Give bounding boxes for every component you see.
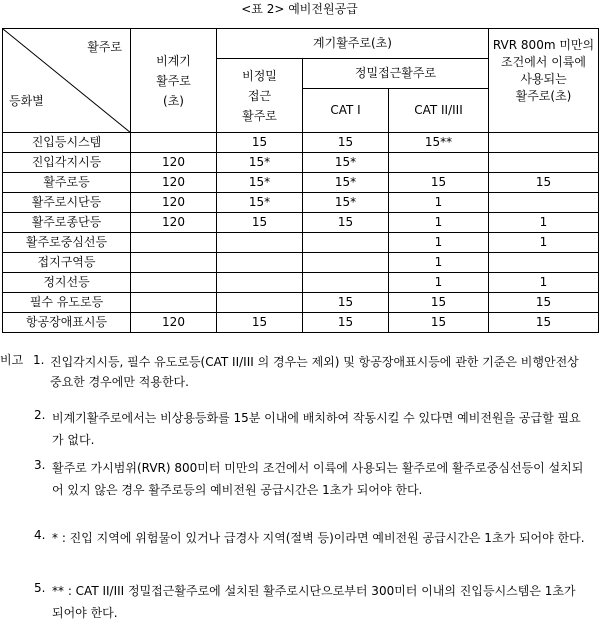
table-cell xyxy=(489,133,599,153)
table-row xyxy=(3,233,599,253)
table-cell xyxy=(217,273,303,293)
row-label: 필수 유도로등 xyxy=(3,293,131,313)
table-cell: 15 xyxy=(217,313,303,333)
table-cell xyxy=(131,253,217,273)
table-cell: 15 xyxy=(303,213,389,233)
table-cell: 1 xyxy=(489,213,599,233)
table-cell xyxy=(217,233,303,253)
table-cell: 120 xyxy=(131,173,217,193)
table-cell xyxy=(131,273,217,293)
table-cell xyxy=(489,193,599,213)
table-cell: 15* xyxy=(303,193,389,213)
table-cell: 15 xyxy=(303,313,389,333)
table-cell: 15 xyxy=(489,293,599,313)
header-cat1: CAT I xyxy=(303,89,389,133)
row-label: 활주로등 xyxy=(3,173,131,193)
table-cell xyxy=(217,253,303,273)
table-cell xyxy=(489,253,599,273)
note-number: 3. xyxy=(34,458,46,472)
header-cat23: CAT II/III xyxy=(389,89,489,133)
table-cell xyxy=(303,253,389,273)
header-instrument-runway: 계기활주로(초) xyxy=(217,29,489,59)
row-label: 진입등시스템 xyxy=(3,133,131,153)
row-label: 진입각지시등 xyxy=(3,153,131,173)
row-label: 활주로종단등 xyxy=(3,213,131,233)
header-nonprecision-runway: 비정밀 접근 활주로 xyxy=(217,59,303,133)
table-cell: 120 xyxy=(131,193,217,213)
note-number: 4. xyxy=(34,528,46,542)
table-cell: 1 xyxy=(389,233,489,253)
note-number: 2. xyxy=(34,408,46,422)
table-cell xyxy=(303,273,389,293)
table-cell: 1 xyxy=(389,193,489,213)
note-number: 5. xyxy=(34,581,46,595)
row-label: 정지선등 xyxy=(3,273,131,293)
table-cell: 15 xyxy=(217,133,303,153)
table-row xyxy=(3,173,599,193)
table-cell: 15* xyxy=(303,153,389,173)
table-cell xyxy=(217,293,303,313)
table-cell: 1 xyxy=(389,213,489,233)
table-cell: 1 xyxy=(389,253,489,273)
table-row xyxy=(3,293,599,313)
table-row xyxy=(3,133,599,153)
header-precision-runway: 정밀접근활주로 xyxy=(303,59,489,89)
table-cell: 15 xyxy=(303,293,389,313)
table-cell xyxy=(489,153,599,173)
table-cell: 15 xyxy=(389,173,489,193)
table-cell: 120 xyxy=(131,153,217,173)
table-row xyxy=(3,253,599,273)
table-cell xyxy=(131,133,217,153)
runway-header-label: 활주로 xyxy=(87,40,122,54)
table-cell: 15 xyxy=(217,213,303,233)
table-row xyxy=(3,313,599,333)
note-text: * : 진입 지역에 위험물이 있거나 급경사 지역(절벽 등)이라면 예비전원 공급시간은 1초가 되어야 한다. xyxy=(52,531,585,545)
table-cell: 15 xyxy=(489,313,599,333)
row-label: 항공장애표시등 xyxy=(3,313,131,333)
note-text: 활주로 가시범위(RVR) 800미터 미만의 조건에서 이륙에 사용되는 활주로에 활주로중심선등이 설치되어 있지 않은 경우 활주로등의 예비전원 공급시간은 1초가 되어야 한다. xyxy=(52,461,584,497)
table-cell: 15 xyxy=(303,133,389,153)
table-body xyxy=(3,133,599,333)
table-cell: 15 xyxy=(389,293,489,313)
table-row xyxy=(3,213,599,233)
table-row xyxy=(3,193,599,213)
table-cell: 120 xyxy=(131,313,217,333)
row-label: 접지구역등 xyxy=(3,253,131,273)
table-cell xyxy=(303,233,389,253)
table-cell: 120 xyxy=(131,213,217,233)
table-cell: 15 xyxy=(389,313,489,333)
header-rvr-runway: RVR 800m 미만의 조건에서 이륙에 사용되는 활주로(초) xyxy=(489,29,599,133)
table-cell: 1 xyxy=(489,273,599,293)
table-cell xyxy=(389,153,489,173)
table-cell: 15* xyxy=(217,153,303,173)
table-row xyxy=(3,153,599,173)
table-cell: 15 xyxy=(489,173,599,193)
table-cell: 15** xyxy=(389,133,489,153)
reserve-power-table xyxy=(2,28,599,333)
table-cell xyxy=(131,233,217,253)
table-cell: 15* xyxy=(217,193,303,213)
table-cell: 1 xyxy=(489,233,599,253)
note-text: 비계기활주로에서는 비상용등화를 15분 이내에 배치하여 작동시킬 수 있다면 예비전원을 공급할 필요가 없다. xyxy=(52,411,581,447)
table-row xyxy=(3,273,599,293)
lighting-header-label: 등화별 xyxy=(9,94,44,108)
notes-label: 비고 xyxy=(0,353,24,367)
header-noninstrument-runway: 비계기 활주로 (초) xyxy=(131,29,217,133)
table-cell: 15* xyxy=(303,173,389,193)
row-label: 활주로중심선등 xyxy=(3,233,131,253)
note-text: 진입각지시등, 필수 유도로등(CAT II/III 의 경우는 제외) 및 항공장애표시등에 관한 기준은 비행안전상 중요한 경우에만 적용한다. xyxy=(50,355,579,389)
table-cell xyxy=(131,293,217,313)
header-diagonal-cell xyxy=(3,29,131,133)
note-number: 1. xyxy=(33,353,45,367)
table-caption: <표 2> 예비전원공급 xyxy=(241,2,358,16)
note-text: ** : CAT II/III 정밀접근활주로에 설치된 활주로시단으로부터 300미터 이내의 진입등시스템은 1초가 되어야 한다. xyxy=(52,584,576,620)
table-cell: 15* xyxy=(217,173,303,193)
table-cell: 1 xyxy=(389,273,489,293)
row-label: 활주로시단등 xyxy=(3,193,131,213)
